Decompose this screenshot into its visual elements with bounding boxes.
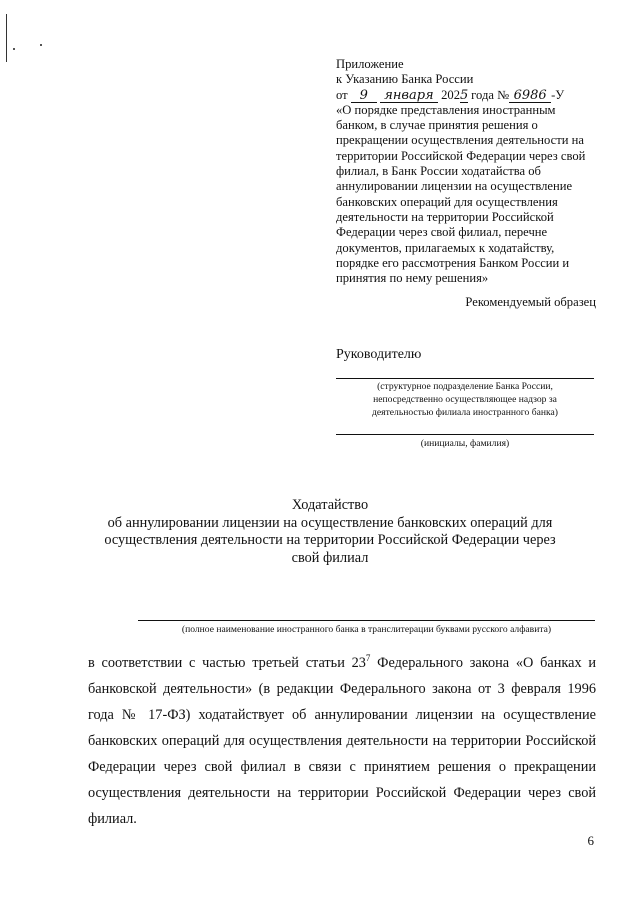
- bank-name-fill-line: [138, 620, 595, 621]
- appendix-title-line: банковских операций для осуществления: [336, 194, 558, 209]
- caption-line: деятельностью филиала иностранного банка): [372, 407, 558, 418]
- year-suffix: года №: [471, 87, 510, 102]
- scan-speck: [40, 44, 42, 46]
- division-fill-line: [336, 378, 594, 379]
- appendix-title-line: порядке его рассмотрения Банком России и: [336, 255, 570, 270]
- appendix-title-line: аннулировании лицензии на осуществление: [336, 179, 573, 194]
- petition-subtitle-line: свой филиал: [291, 549, 369, 566]
- bank-name-caption: (полное наименование иностранного банка в транслитерации буквами русского алфавита): [181, 624, 552, 635]
- addressee-label: Руководителю: [336, 347, 422, 362]
- initials-caption: (инициалы, фамилия): [420, 438, 510, 449]
- handwritten-order-number: 6986: [509, 90, 551, 103]
- appendix-title-line: банком, в случае принятия решения о: [336, 118, 538, 133]
- from-label: от: [336, 87, 348, 102]
- year-prefix: 202: [441, 87, 460, 102]
- recommended-sample-label: Рекомендуемый образец: [465, 295, 596, 309]
- number-suffix: -У: [551, 87, 565, 102]
- petition-title-block: [60, 497, 600, 567]
- appendix-title-line: «О порядке представления иностранным: [336, 102, 556, 117]
- petition-subtitle-line: об аннулировании лицензии на осуществление банковских операций для: [107, 514, 553, 531]
- appendix-title-line: территории Российской Федерации через свой: [336, 148, 586, 163]
- body-text-part: в соответствии с частью третьей статьи 23: [88, 654, 366, 671]
- appendix-title-line: принятия по нему решения»: [336, 271, 489, 286]
- article-superscript: 7: [365, 653, 371, 663]
- scan-speck: [13, 48, 15, 50]
- caption-line: (структурное подразделение Банка России,: [377, 381, 553, 392]
- appendix-reference: к Указанию Банка России: [336, 72, 474, 87]
- appendix-title-line: деятельности на территории Российской: [336, 209, 554, 224]
- appendix-title-line: прекращении осуществления деятельности на: [336, 133, 584, 148]
- petition-body: [88, 645, 596, 832]
- handwritten-year-digit: 5: [460, 87, 469, 103]
- handwritten-month: января: [380, 90, 438, 103]
- division-caption: [336, 380, 594, 419]
- appendix-label: Приложение: [336, 57, 404, 71]
- appendix-title-line: документов, прилагаемых к ходатайству,: [336, 240, 555, 255]
- page-number: 6: [587, 833, 594, 848]
- body-text-part: Федерального закона «О банках и банковской деятельности» (в редакции Федерального закона от 3 февраля 1996 года № 17-ФЗ) ходатайствует об аннулировании лицензии на осуществление банковских операций для осуществления деятельности на территории Российской Федерации через свой филиал в связи с принятием решения о прекращении осуществления деятельности на территории Российской Федерации через свой филиал.: [88, 654, 597, 827]
- petition-subtitle-line: осуществления деятельности на территории Российской Федерации через: [104, 532, 556, 548]
- caption-line: непосредственно осуществляющее надзор за: [373, 394, 557, 405]
- appendix-title-line: филиал, в Банк России ходатайства об: [336, 164, 541, 179]
- appendix-date-line: [336, 88, 606, 103]
- initials-fill-line: [336, 434, 594, 435]
- handwritten-day: 9: [351, 90, 377, 103]
- appendix-header: [336, 57, 606, 286]
- petition-title: Ходатайство: [291, 497, 369, 513]
- appendix-title-line: Федерации через свой филиал, перечне: [336, 225, 548, 240]
- scan-edge-mark: [6, 14, 7, 62]
